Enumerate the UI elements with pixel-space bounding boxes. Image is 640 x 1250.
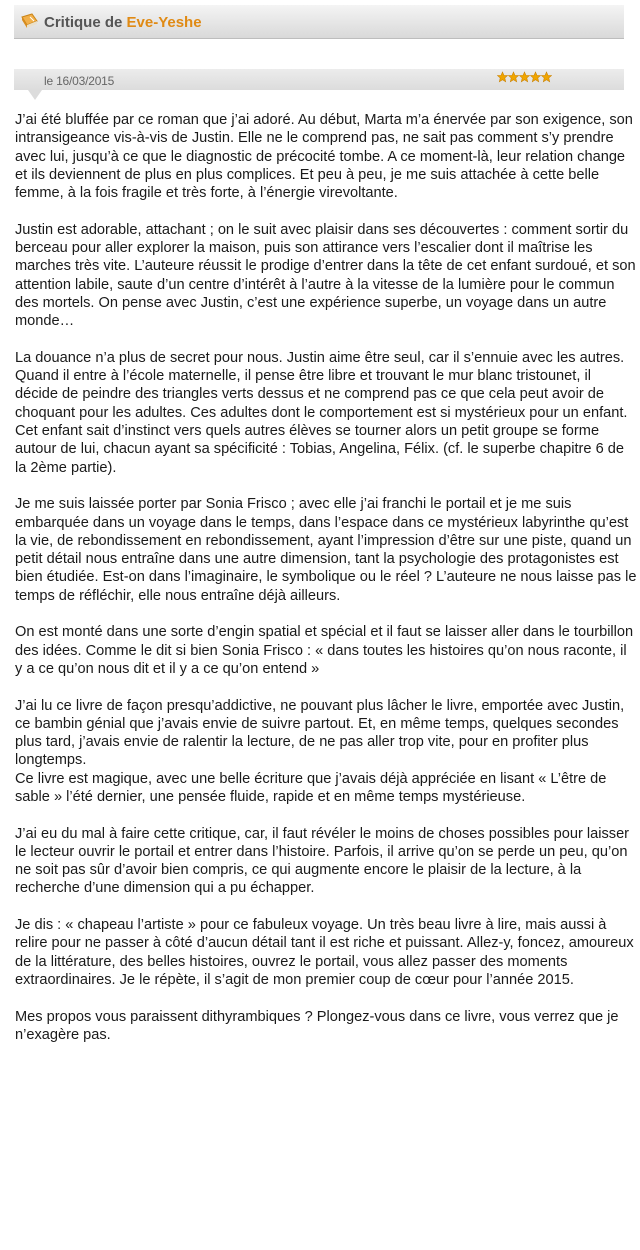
meta-bar-notch [28, 90, 42, 100]
star-icon [530, 71, 541, 83]
review-paragraph: Je dis : « chapeau l’artiste » pour ce fabuleux voyage. Un très beau livre à lire, mais aussi à relire pour ne passer à côté d’aucun détail tant il est riche et puissant. Allez-y, foncez, amoureux de la littérature, des belles histoires, ouvrez le portail, vous allez passer des moments extraordinaires. Je le répète, il s’agit de mon premier coup de cœur pour l’année 2015. [15, 917, 634, 988]
star-icon [497, 71, 508, 83]
star-icon [541, 71, 552, 83]
title-prefix: Critique de [44, 14, 127, 31]
review-paragraph: On est monté dans une sorte d’engin spatial et spécial et il faut se laisser aller dans le tourbillon des idées. Comme le dit si bien Sonia Frisco : « dans toutes les histoires qu’on nous raconte, il y a ce qu’on nous dit et il y a ce qu’on entend » [15, 624, 634, 677]
review-paragraph: La douance n’a plus de secret pour nous. Justin aime être seul, car il s’ennuie avec les autres. Quand il entre à l’école maternelle, il pense être libre et trouvant le mur blanc tristounet, il décide de peindre des triangles verts dessus et ne comprend pas ce que cela peut avoir de choquant pour les adultes. Ces adultes dont le comportement est si mystérieux pour un enfant. Cet enfant sait d’instinct vers quels autres élèves se tourner alors un petit groupe se forme autour de lui, chacun ayant sa spécificité : Tobias, Angelina, Félix. (cf. le superbe chapitre 6 de la 2ème partie). [15, 349, 628, 476]
star-rating [497, 71, 552, 85]
review-title [44, 14, 202, 31]
star-icon [508, 71, 519, 83]
review-date: le 16/03/2015 [44, 74, 115, 88]
review-paragraph: J’ai eu du mal à faire cette critique, car, il faut révéler le moins de choses possibles pour laisser le lecteur ouvrir le portail et entrer dans l’histoire. Parfois, il arrive qu’on se perde un peu, qu’on ne soit pas sûr d’avoir bien compris, ce qui augmente encore le plaisir de la lecture, à la recherche d’une dimension qui a pu échapper. [15, 825, 630, 897]
review-body [15, 111, 637, 1044]
book-pencil-icon [20, 11, 40, 31]
review-paragraph: Mes propos vous paraissent dithyrambiques ? Plongez-vous dans ce livre, vous verrez que je n’exagère pas. [15, 1008, 619, 1043]
review-paragraph: Je me suis laissée porter par Sonia Frisco ; avec elle j’ai franchi le portail et je me suis embarquée dans un voyage dans le temps, dans l’espace dans ce mystérieux labyrinthe qu’est la vie, de rebondissement en rebondissement, ayant l’impression d’être sur une piste, quand un petit détail nous entraîne dans une autre dimension, tant la psychologie des protagonistes est bien étudiée. Est-on dans l’imaginaire, le symbolique ou le réel ? L’auteure ne nous laisse pas le temps de réfléchir, elle nous entraîne déjà ailleurs. [15, 496, 637, 604]
review-paragraph: J’ai été bluffée par ce roman que j’ai adoré. Au début, Marta m’a énervée par son exigence, son intransigeance vis-à-vis de Justin. Elle ne le comprend pas, ne sait pas comment s’y prendre avec lui, jusqu’à ce que le diagnostic de précocité tombe. A ce moment-là, leur relation change et ils deviennent de plus en plus complices. Et peu à peu, je me suis attachée à cette belle femme, à la fois fragile et très forte, à l’énergie virevoltante. [15, 112, 633, 202]
review-header [14, 5, 624, 39]
author-link[interactable]: Eve-Yeshe [126, 14, 202, 31]
review-paragraph: Justin est adorable, attachant ; on le suit avec plaisir dans ses découvertes : comment sortir du berceau pour aller explorer la maison, puis son attirance vers l’escalier dont il maîtrise les marches très vite. L’auteure réussit le prodige d’entrer dans la tête de cet enfant surdoué, et son attention labile, saute d’un centre d’intérêt à l’autre à la vitesse de la lumière pour le commun des mortels. On pense avec Justin, c’est une expérience superbe, un voyage dans un autre monde… [15, 221, 636, 330]
star-icon [519, 71, 530, 83]
review-paragraph: J’ai lu ce livre de façon presqu’addictive, ne pouvant plus lâcher le livre, emportée avec Justin, ce bambin génial que j’avais envie de suivre partout. Et, en même temps, quelques secondes plus tard, j’avais envie de ralentir la lecture, de ne pas aller trop vite, pour en profiter plus longtemps. Ce livre est magique, avec une belle écriture que j’avais déjà appréciée en lisant « L’être de sable » l’été dernier, une pensée fluide, rapide et en même temps mystérieuse. [15, 697, 625, 805]
